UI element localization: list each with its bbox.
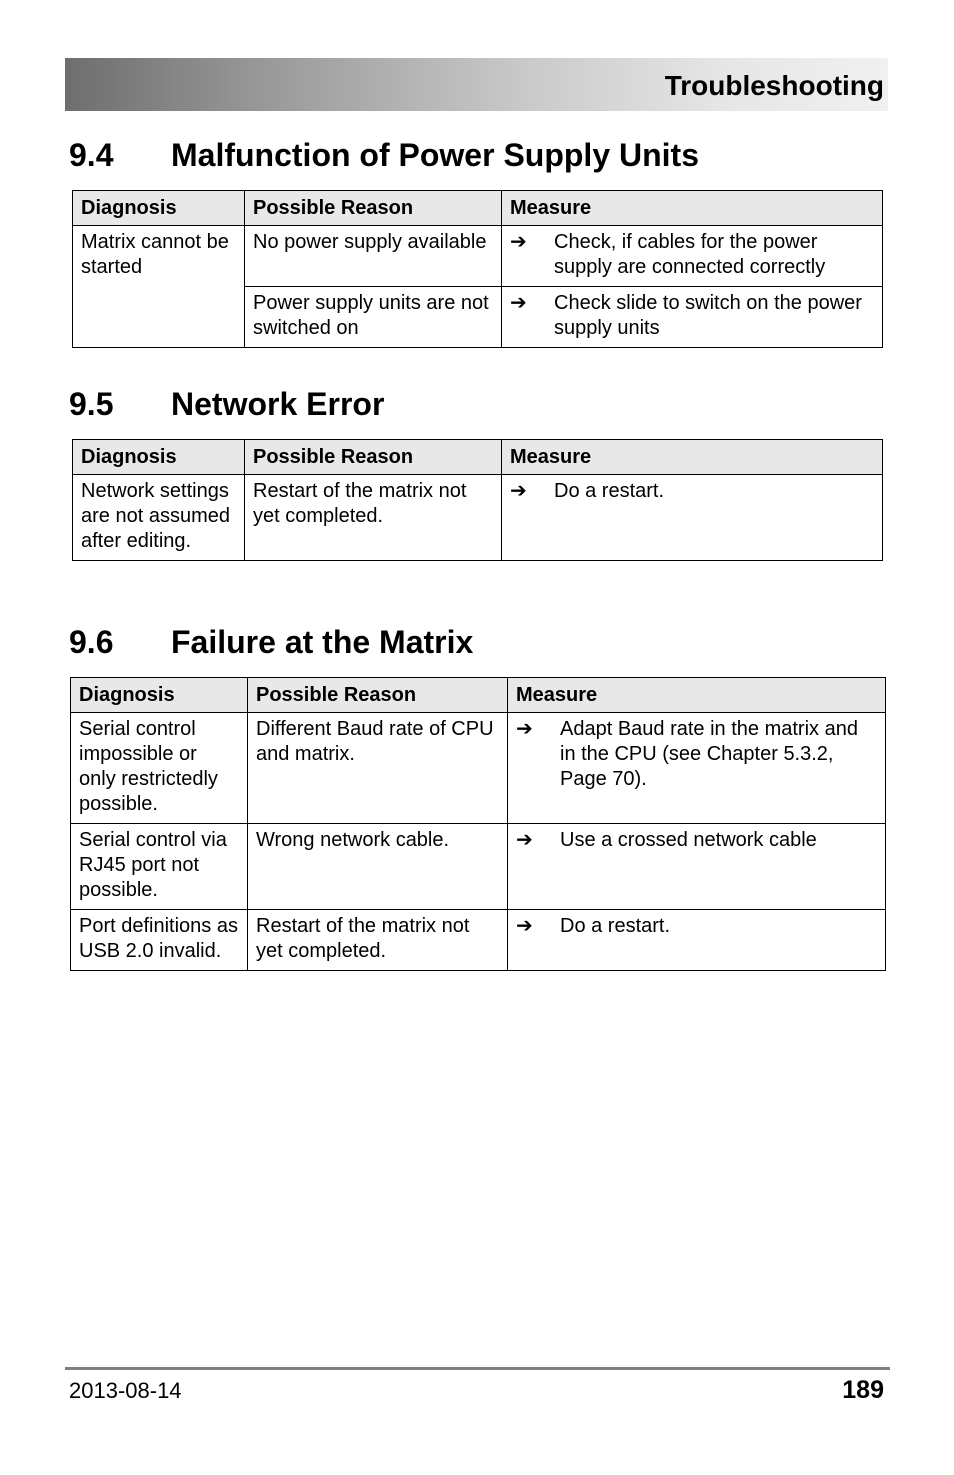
arrow-right-icon: ➔ [516, 829, 533, 851]
reason-cell: Restart of the matrix not yet completed. [245, 475, 502, 561]
measure-cell [502, 226, 883, 287]
section-number: 9.4 [69, 137, 114, 173]
section-title: Failure at the Matrix [171, 624, 474, 660]
chapter-title: Troubleshooting [664, 70, 884, 101]
table-header-row [73, 191, 883, 226]
column-header-diagnosis: Diagnosis [71, 678, 248, 713]
section-title: Malfunction of Power Supply Units [171, 137, 699, 173]
measure-text: Check, if cables for the power supply are connected correctly [554, 231, 826, 278]
table-row [71, 910, 886, 971]
measure-text: Check slide to switch on the power supply units [554, 292, 862, 339]
column-header-diagnosis: Diagnosis [73, 191, 245, 226]
measure-cell [502, 475, 883, 561]
diagnosis-cell: Network settings are not assumed after editing. [73, 475, 245, 561]
chapter-header-bar [65, 58, 888, 111]
arrow-right-icon: ➔ [516, 718, 533, 740]
power-supply-table [72, 190, 883, 348]
measure-cell [508, 910, 886, 971]
measure-cell [508, 824, 886, 910]
reason-cell: Power supply units are not switched on [245, 287, 502, 348]
footer-date: 2013-08-14 [69, 1378, 182, 1403]
measure-text: Use a crossed network cable [560, 829, 817, 851]
section-title: Network Error [171, 386, 385, 422]
diagnosis-cell: Serial control impossible or only restrictedly possible. [71, 713, 248, 824]
column-header-measure: Measure [502, 191, 883, 226]
reason-cell: Restart of the matrix not yet completed. [248, 910, 508, 971]
measure-text: Adapt Baud rate in the matrix and in the CPU (see Chapter 5.3.2, Page 70). [560, 718, 858, 790]
diagnosis-cell: Port definitions as USB 2.0 invalid. [71, 910, 248, 971]
column-header-measure: Measure [508, 678, 886, 713]
footer-divider [65, 1367, 890, 1370]
table-row [73, 226, 883, 287]
reason-cell: Different Baud rate of CPU and matrix. [248, 713, 508, 824]
diagnosis-cell: Matrix cannot be started [73, 226, 245, 348]
section-number: 9.5 [69, 386, 114, 422]
section-heading-9-5 [69, 386, 384, 423]
column-header-measure: Measure [502, 440, 883, 475]
arrow-right-icon: ➔ [510, 480, 527, 502]
arrow-right-icon: ➔ [510, 231, 527, 253]
measure-cell [502, 287, 883, 348]
column-header-diagnosis: Diagnosis [73, 440, 245, 475]
column-header-reason: Possible Reason [245, 440, 502, 475]
measure-text: Do a restart. [554, 480, 665, 502]
table-header-row [71, 678, 886, 713]
diagnosis-cell: Serial control via RJ45 port not possible. [71, 824, 248, 910]
section-number: 9.6 [69, 624, 114, 660]
table-row [73, 475, 883, 561]
column-header-reason: Possible Reason [248, 678, 508, 713]
reason-cell: Wrong network cable. [248, 824, 508, 910]
page-number: 189 [842, 1376, 884, 1404]
network-error-table [72, 439, 883, 561]
table-header-row [73, 440, 883, 475]
section-heading-9-6 [69, 624, 473, 661]
measure-cell [508, 713, 886, 824]
measure-text: Do a restart. [560, 915, 671, 937]
section-heading-9-4 [69, 137, 699, 174]
column-header-reason: Possible Reason [245, 191, 502, 226]
matrix-failure-table [70, 677, 886, 971]
arrow-right-icon: ➔ [510, 292, 527, 314]
arrow-right-icon: ➔ [516, 915, 533, 937]
reason-cell: No power supply available [245, 226, 502, 287]
table-row [71, 824, 886, 910]
table-row [71, 713, 886, 824]
